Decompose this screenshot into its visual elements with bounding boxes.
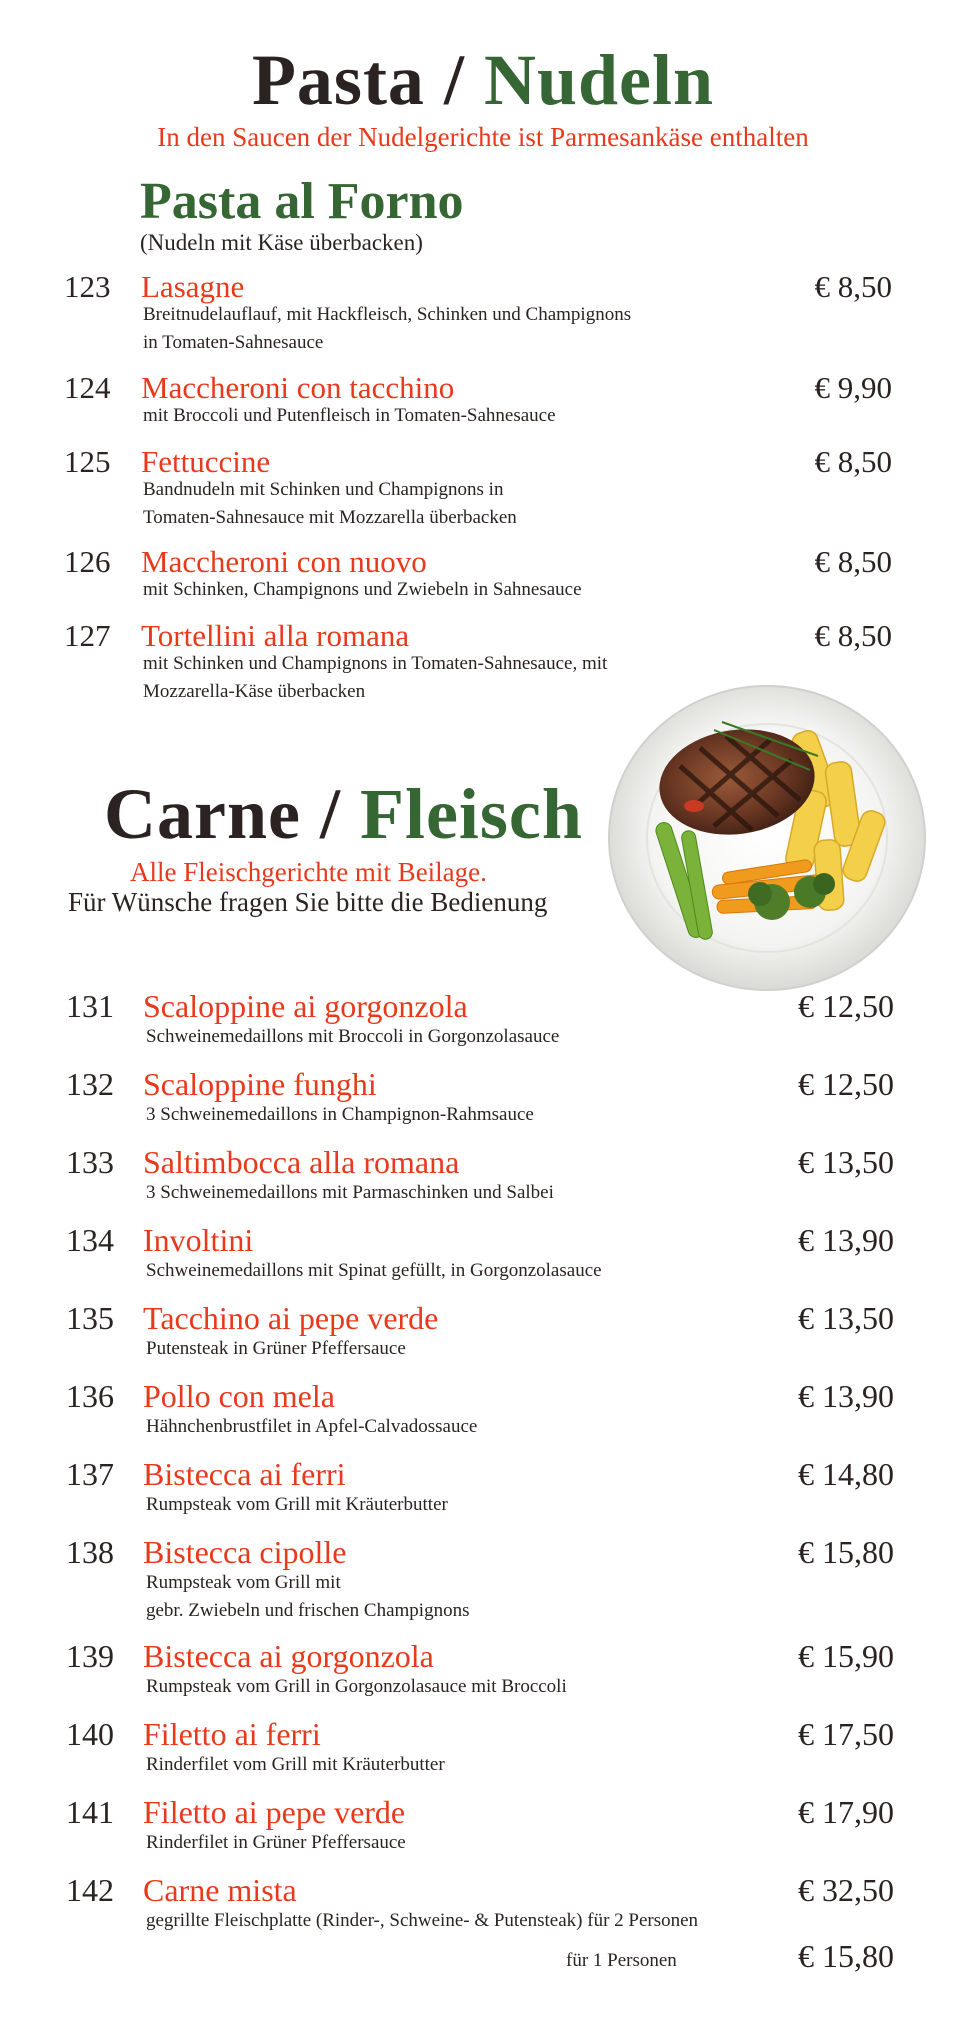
item-description-line: Rumpsteak vom Grill mit	[146, 1572, 341, 1593]
item-number: 138	[66, 1534, 114, 1570]
item-name: Lasagne	[141, 269, 245, 304]
item-description	[143, 476, 517, 532]
item-description	[146, 1335, 406, 1363]
item-description-line: Schweinemedaillons mit Broccoli in Gorgonzolasauce	[146, 1026, 560, 1047]
carne-mista-single-label: für 1 Personen	[566, 1950, 677, 1971]
item-number: 126	[64, 544, 111, 579]
item-name: Pollo con mela	[143, 1378, 335, 1414]
item-description	[146, 1751, 445, 1779]
carne-note-red: Alle Fleischgerichte mit Beilage.	[130, 857, 487, 887]
item-description	[146, 1257, 602, 1285]
item-price: € 8,50	[814, 618, 892, 653]
item-price: € 17,90	[798, 1794, 894, 1830]
item-price: € 15,90	[798, 1638, 894, 1674]
item-price: € 8,50	[814, 444, 892, 479]
pasta-title-dark: Pasta	[251, 40, 425, 120]
item-name: Bistecca ai ferri	[143, 1456, 346, 1492]
item-description-line: gebr. Zwiebeln und frischen Champignons	[146, 1600, 470, 1621]
item-price: € 15,80	[798, 1534, 894, 1570]
item-number: 132	[66, 1066, 114, 1102]
item-price: € 13,90	[798, 1378, 894, 1414]
item-description	[146, 1179, 554, 1207]
item-description-line: mit Broccoli und Putenfleisch in Tomaten-Sahnesauce	[143, 405, 556, 426]
item-description-line: gegrillte Fleischplatte (Rinder-, Schweine- & Putensteak) für 2 Personen	[146, 1910, 699, 1931]
item-number: 139	[66, 1638, 114, 1674]
pasta-subhead: Pasta al Forno	[140, 173, 464, 230]
item-price: € 12,50	[798, 988, 894, 1024]
item-name: Filetto ai ferri	[143, 1716, 321, 1752]
pasta-title-slash: /	[443, 40, 465, 120]
carne-title	[104, 774, 583, 854]
carne-title-dark: Carne	[104, 774, 301, 854]
item-number: 124	[64, 370, 111, 405]
item-price: € 14,80	[798, 1456, 894, 1492]
carne-title-green: Fleisch	[359, 774, 583, 854]
item-description-line: Hähnchenbrustfilet in Apfel-Calvadossauce	[146, 1416, 478, 1437]
item-number: 136	[66, 1378, 114, 1414]
item-description	[146, 1569, 469, 1625]
item-number: 123	[64, 269, 111, 304]
item-description-line: Rumpsteak vom Grill in Gorgonzolasauce mit Broccoli	[146, 1676, 567, 1697]
item-name: Bistecca ai gorgonzola	[143, 1638, 434, 1674]
item-description-line: in Tomaten-Sahnesauce	[143, 332, 324, 353]
item-name: Involtini	[143, 1222, 254, 1258]
item-price: € 13,50	[798, 1300, 894, 1336]
item-price: € 32,50	[798, 1872, 894, 1908]
item-description-line: Rinderfilet vom Grill mit Kräuterbutter	[146, 1754, 445, 1775]
item-description	[146, 1491, 448, 1519]
item-price: € 8,50	[814, 269, 892, 304]
item-number: 135	[66, 1300, 114, 1336]
item-number: 134	[66, 1222, 114, 1258]
steak-plate-image	[602, 670, 932, 1000]
item-number: 142	[66, 1872, 114, 1908]
item-description	[146, 1413, 477, 1441]
item-number: 140	[66, 1716, 114, 1752]
item-description-line: Schweinemedaillons mit Spinat gefüllt, in Gorgonzolasauce	[146, 1260, 602, 1281]
item-name: Maccheroni con tacchino	[141, 370, 455, 405]
item-description	[146, 1673, 567, 1701]
item-price: € 8,50	[814, 544, 892, 579]
item-name: Carne mista	[143, 1872, 297, 1908]
item-description-line: 3 Schweinemedaillons in Champignon-Rahmsauce	[146, 1104, 534, 1125]
item-description-line: Tomaten-Sahnesauce mit Mozzarella überbacken	[143, 507, 517, 528]
item-name: Scaloppine funghi	[143, 1066, 377, 1102]
item-description-line: Rinderfilet in Grüner Pfeffersauce	[146, 1832, 406, 1853]
item-description	[146, 1829, 406, 1857]
item-description-line: Breitnudelauflauf, mit Hackfleisch, Schinken und Champignons	[143, 304, 632, 325]
pasta-note: In den Saucen der Nudelgerichte ist Parmesankäse enthalten	[157, 122, 809, 152]
item-price: € 17,50	[798, 1716, 894, 1752]
item-description	[143, 301, 631, 357]
item-description-line: Bandnudeln mit Schinken und Champignons in	[143, 479, 504, 500]
item-price: € 13,50	[798, 1144, 894, 1180]
item-name: Maccheroni con nuovo	[141, 544, 427, 579]
pasta-subnote: (Nudeln mit Käse überbacken)	[140, 230, 423, 255]
item-name: Filetto ai pepe verde	[143, 1794, 406, 1830]
item-price: € 12,50	[798, 1066, 894, 1102]
item-description	[146, 1101, 534, 1129]
item-number: 127	[64, 618, 111, 653]
pasta-title-green: Nudeln	[483, 40, 715, 120]
carne-mista-single-price: € 15,80	[798, 1938, 894, 1974]
item-number: 137	[66, 1456, 114, 1492]
item-description	[143, 650, 607, 706]
item-name: Scaloppine ai gorgonzola	[143, 988, 468, 1024]
item-name: Bistecca cipolle	[143, 1534, 347, 1570]
carne-title-slash: /	[319, 774, 341, 854]
item-description	[143, 576, 582, 604]
item-description	[143, 402, 556, 430]
pasta-title	[0, 40, 966, 120]
item-description	[146, 1023, 559, 1051]
item-name: Tortellini alla romana	[141, 618, 410, 653]
item-description-line: mit Schinken und Champignons in Tomaten-Sahnesauce, mit	[143, 653, 608, 674]
item-price: € 13,90	[798, 1222, 894, 1258]
item-name: Saltimbocca alla romana	[143, 1144, 460, 1180]
item-description-line: Mozzarella-Käse überbacken	[143, 681, 366, 702]
item-description-line: mit Schinken, Champignons und Zwiebeln in Sahnesauce	[143, 579, 582, 600]
item-number: 125	[64, 444, 111, 479]
item-description	[146, 1907, 698, 1935]
item-number: 141	[66, 1794, 114, 1830]
item-name: Tacchino ai pepe verde	[143, 1300, 439, 1336]
carne-note-dark: Für Wünsche fragen Sie bitte die Bedienung	[68, 887, 548, 917]
item-description-line: 3 Schweinemedaillons mit Parmaschinken und Salbei	[146, 1182, 554, 1203]
item-number: 133	[66, 1144, 114, 1180]
item-name: Fettuccine	[141, 444, 271, 479]
item-description-line: Putensteak in Grüner Pfeffersauce	[146, 1338, 406, 1359]
item-description-line: Rumpsteak vom Grill mit Kräuterbutter	[146, 1494, 448, 1515]
item-number: 131	[66, 988, 114, 1024]
item-price: € 9,90	[814, 370, 892, 405]
